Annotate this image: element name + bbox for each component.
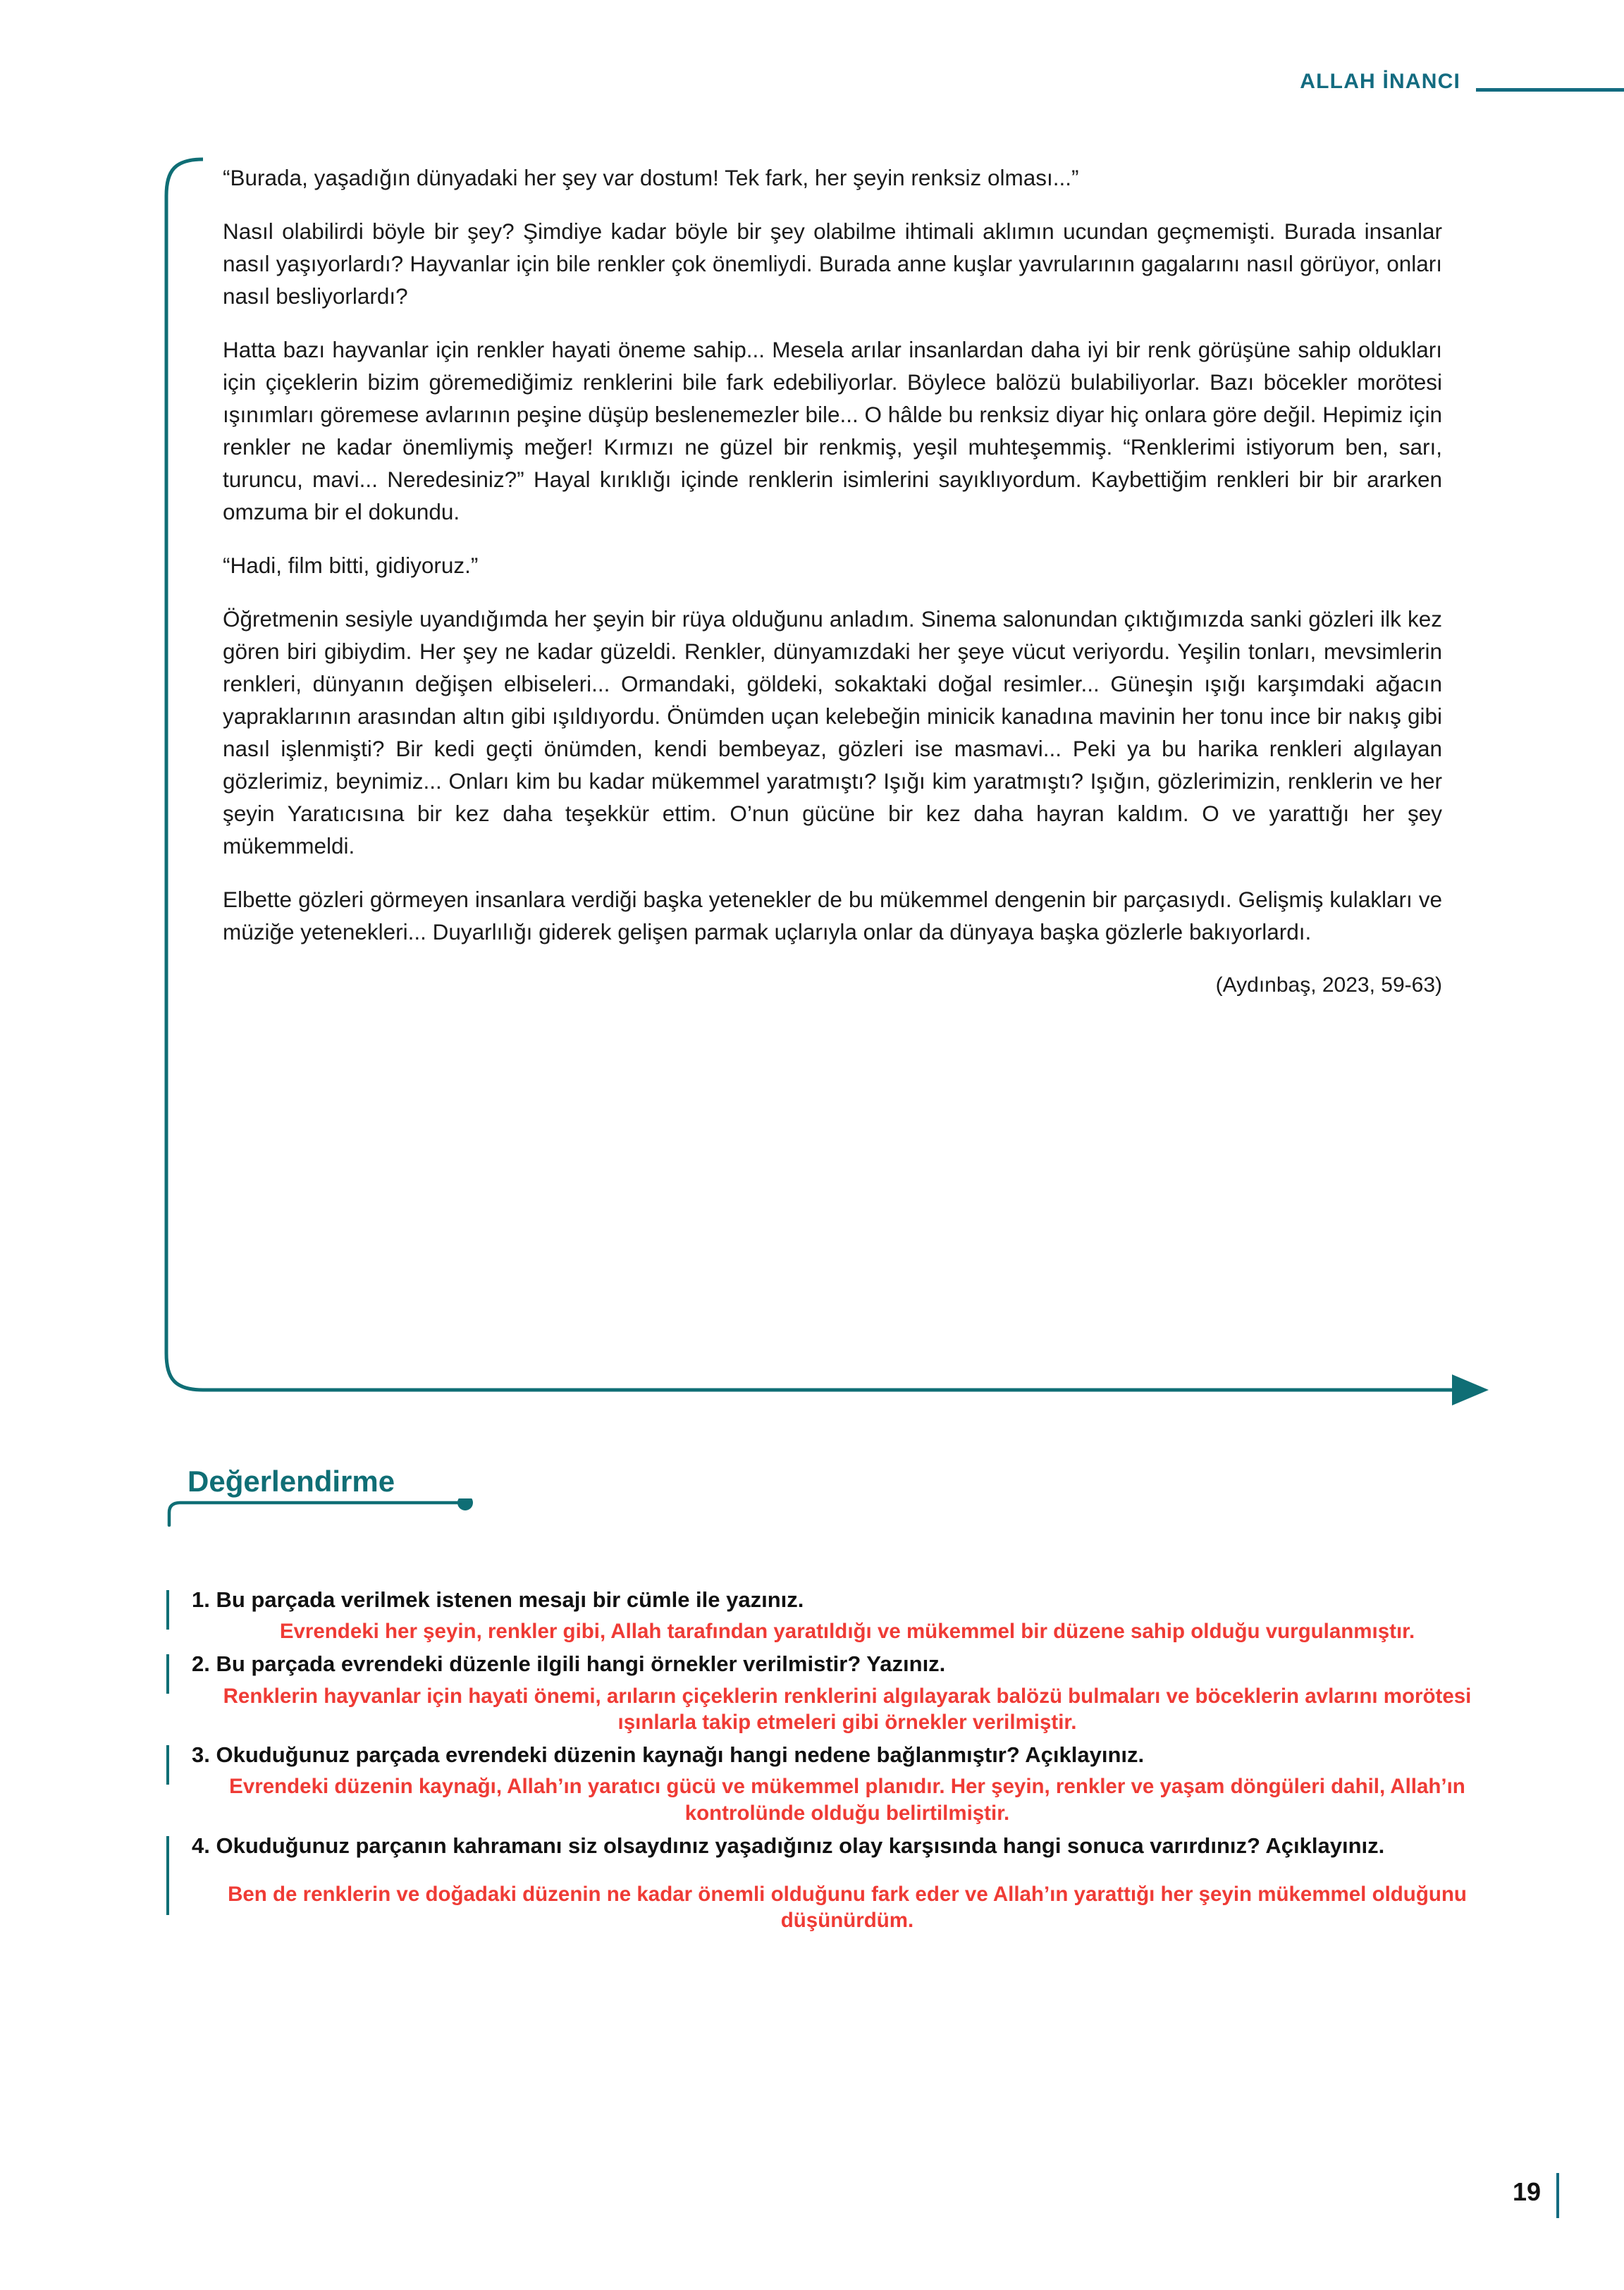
passage-paragraph: “Burada, yaşadığın dünyadaki her şey var dostum! Tek fark, her şeyin renksiz olması...” [223, 165, 1079, 190]
page-header [708, 61, 1624, 103]
question-text-1: 1. Bu parçada verilmek istenen mesajı bir cümle ile yazınız. [192, 1587, 804, 1612]
question-item-2 [166, 1650, 1506, 1741]
evaluation-underline [166, 1498, 1506, 1522]
evaluation-section-header [166, 1466, 1506, 1522]
question-item-4 [166, 1832, 1506, 1940]
evaluation-question-list [166, 1586, 1506, 1939]
question-item-3 [166, 1741, 1506, 1832]
evaluation-underline-graphic [166, 1498, 491, 1527]
question-tick-mark [166, 1836, 169, 1915]
header-title: ALLAH İNANCI [1300, 70, 1460, 93]
answer-text-1: Evrendeki her şeyin, renkler gibi, Allah tarafından yaratıldığı ve mükemmel bir düzene sahip olduğu vurgulanmıştır. [279, 1620, 1415, 1644]
passage-paragraph: Elbette gözleri görmeyen insanlara verdiği başka yetenekler de bu mükemmel dengenin bir parçasıydı. Gelişmiş kulakları ve müziğe yetenekleri... Duyarlılığı giderek gelişen parmak uçlarıyla onlar da dünyaya başka gözlerle bakıyorlardı. [223, 886, 1442, 944]
footer-rule [1556, 2173, 1559, 2218]
question-tick-mark [166, 1654, 169, 1694]
question-text-3: 3. Okuduğunuz parçada evrendeki düzenin kaynağı hangi nedene bağlanmıştır? Açıklayınız. [192, 1742, 1145, 1768]
passage-paragraph: Öğretmenin sesiyle uyandığımda her şeyin bir rüya olduğunu anladım. Sinema salonundan çıktığımızda sanki gözleri ilk kez gören biri gibiydim. Her şey ne kadar güzeldi. Renkler, dünyamızdaki her şeye vücut veriyordu. Yeşilin tonları, mevsimlerin renkleri, dünyanın değişen elbiseleri... Ormandaki, göldeki, sokaktaki doğal resimler... Güneşin ışığı karşımdaki ağacın yapraklarının arasından altın gibi ışıldıyordu. Önümden uçan kelebeğin minicik kanadına mavinin her tonu ince bir nakış gibi nasıl işlenmişti? Bir kedi geçti önümden, kendi bembeyaz, gözleri ise masmavi... Peki ya bu harika renkleri algılayan gözlerimiz, beynimiz... Onları kim bu kadar mükemmel yaratmıştı? Işığı kim yaratmıştı? Işığın, gözlerimizin, renklerin ve her şeyin Yaratıcısına bir kez daha teşekkür ettim. O’nun gücüne bir kez daha hayran kaldım. O ve yarattığı her şey mükemmeldi. [223, 605, 1442, 858]
page-number: 19 [1512, 2177, 1541, 2206]
answer-text-3: Evrendeki düzenin kaynağı, Allah’ın yaratıcı gücü ve mükemmel planıdır. Her şeyin, renkler ve yaşam döngüleri dahil, Allah’ın kontrolünde olduğu belirtilmiştir. [229, 1775, 1465, 1825]
evaluation-title: Değerlendirme [187, 1465, 395, 1498]
passage-paragraph: Hatta bazı hayvanlar için renkler hayati öneme sahip... Mesela arılar insanlardan daha iyi bir renk görüşüne sahip oldukları için çiçeklerin bizim göremediğimiz renklerini bile fark edebiliyorlar. Böylece balözü bulabiliyorlar. Bazı böcekler morötesi ışınımları göremese avlarının peşine düşüp beslenemezler bile... O hâlde bu renksiz diyar hiç onlara göre değil. Hepimiz için renkler ne kadar önemliymiş meğer! Kırmızı ne güzel bir renkmiş, yeşil muhteşemmiş. “Renklerimi istiyorum ben, sarı, turuncu, mavi... Neredesiniz?” Hayal kırıklığı içinde renklerin isimlerini sayıklıyordum. Kaybettiğim renkleri bir bir ararken omzuma bir el dokundu. [223, 336, 1442, 524]
passage-source-citation: (Aydınbaş, 2023, 59-63) [1215, 973, 1442, 997]
passage-paragraph: “Hadi, film bitti, gidiyoruz.” [223, 552, 479, 578]
question-text-4: 4. Okuduğunuz parçanın kahramanı siz olsaydınız yaşadığınız olay karşısında hangi sonuca varırdınız? Açıklayınız. [192, 1833, 1385, 1858]
reading-passage-block [166, 162, 1491, 1000]
question-item-1 [166, 1586, 1506, 1650]
question-tick-mark [166, 1590, 169, 1630]
page-footer [0, 2173, 1624, 2229]
reading-passage-text [223, 162, 1442, 1000]
question-text-2: 2. Bu parçada evrendeki düzenle ilgili hangi örnekler verilmistir? Yazınız. [192, 1651, 946, 1677]
answer-text-4: Ben de renklerin ve doğadaki düzenin ne kadar önemli olduğunu fark eder ve Allah’ın yarattığı her şeyin mükemmel olduğunu düşünürdüm. [228, 1882, 1467, 1933]
header-rule [1476, 88, 1624, 92]
question-tick-mark [166, 1745, 169, 1785]
passage-paragraph: Nasıl olabilirdi böyle bir şey? Şimdiye kadar böyle bir şey olabilme ihtimali aklımın ucundan geçmemişti. Burada insanlar nasıl yaşıyorlardı? Hayvanlar için bile renkler çok önemliydi. Burada anne kuşlar yavrularının gagalarını nasıl görüyor, onları nasıl besliyorlardı? [223, 218, 1442, 309]
answer-text-2: Renklerin hayvanlar için hayati önemi, arıların çiçeklerin renklerini algılayarak balözü bulmaları ve böceklerin avlarını morötesi ışınlarla takip etmeleri gibi örnekler verilmiştir. [223, 1684, 1472, 1734]
